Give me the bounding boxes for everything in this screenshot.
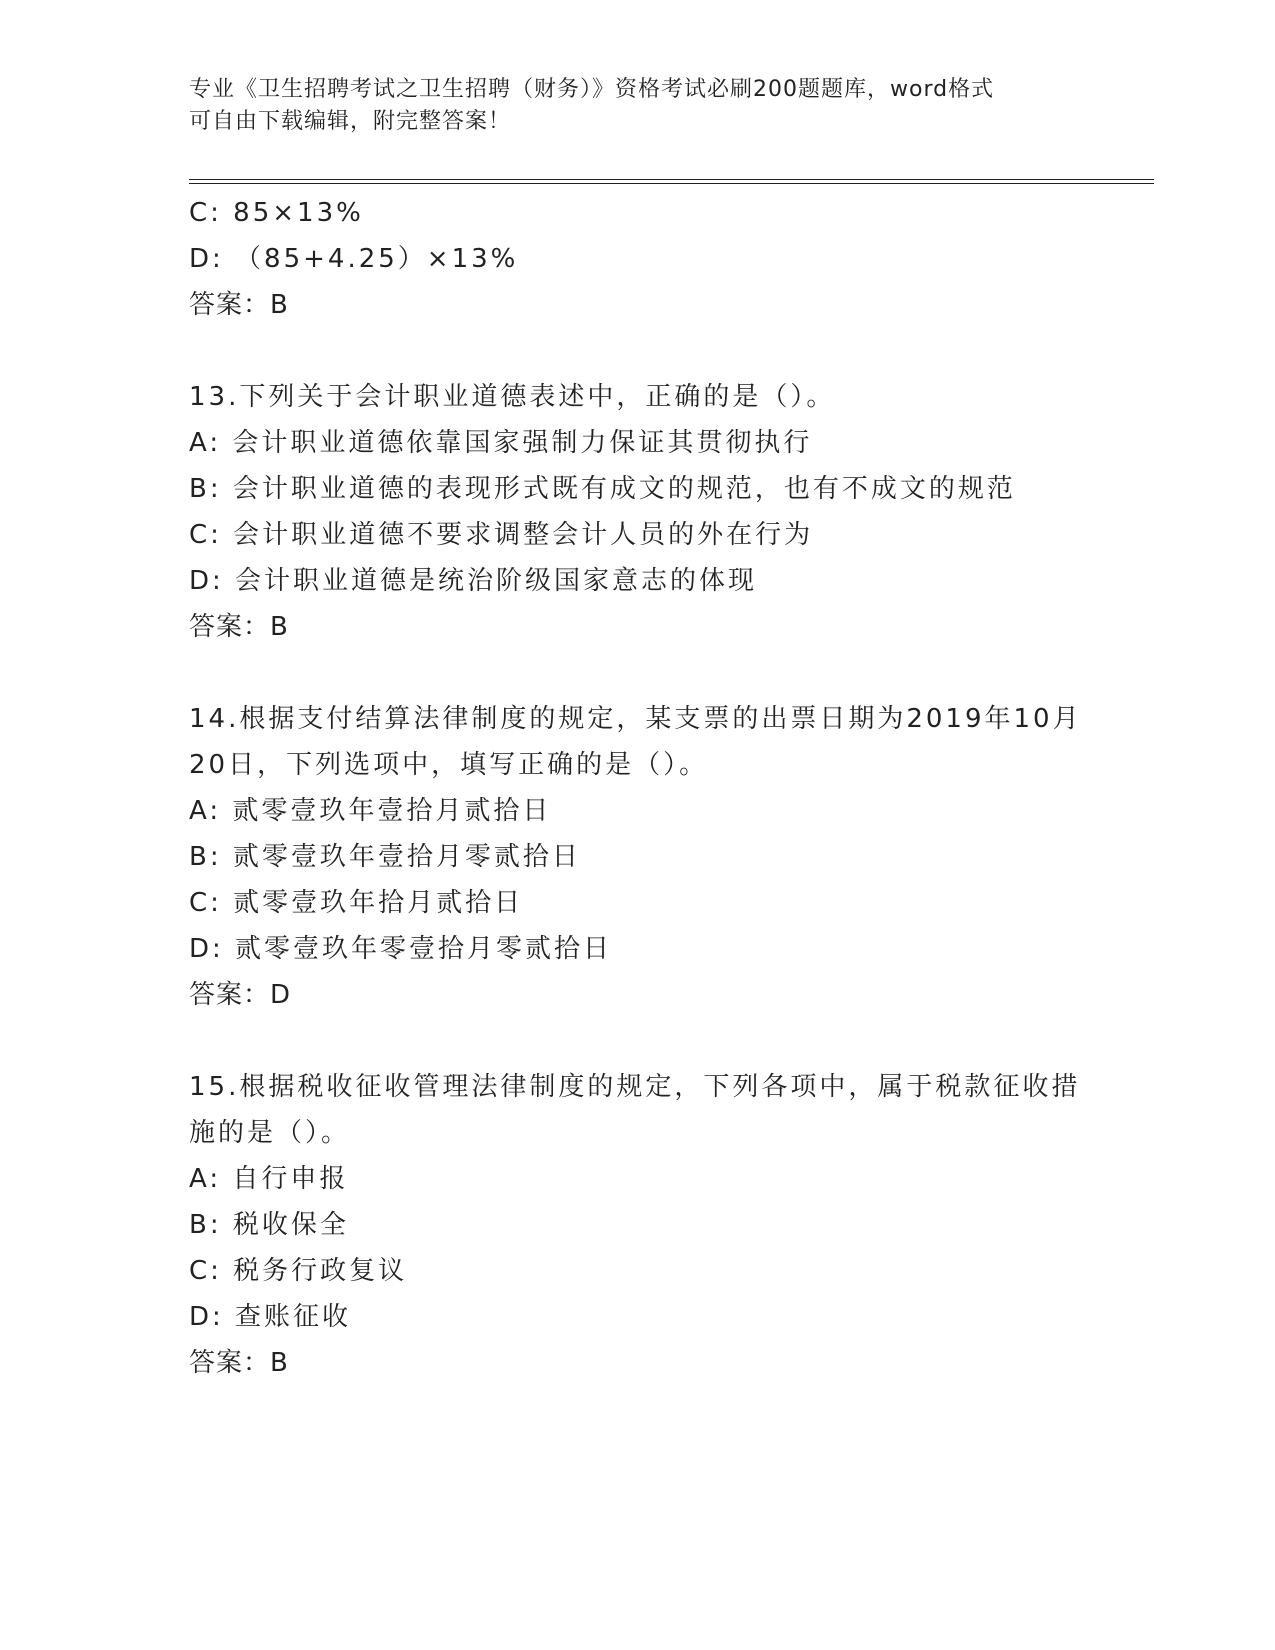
option-c: C: 税务行政复议 <box>189 1256 408 1286</box>
spacer <box>189 650 1089 696</box>
previous-question-tail <box>189 190 1089 328</box>
spacer <box>189 1018 1089 1064</box>
option-a: A: 会计职业道德依靠国家强制力保证其贯彻执行 <box>189 428 813 458</box>
question-stem-line-1: 14.根据支付结算法律制度的规定，某支票的出票日期为2019年10月 <box>189 704 1082 734</box>
option-d: D: 查账征收 <box>189 1302 352 1332</box>
question-stem: 13.下列关于会计职业道德表述中，正确的是（）。 <box>189 382 836 412</box>
answer: 答案：B <box>189 612 289 642</box>
header-line-1: 专业《卫生招聘考试之卫生招聘（财务）》资格考试必刷200题题库，word格式 <box>189 77 995 102</box>
header-divider <box>189 179 1154 184</box>
option-c: C: 贰零壹玖年拾月贰拾日 <box>189 888 524 918</box>
option-b: B: 会计职业道德的表现形式既有成文的规范，也有不成文的规范 <box>189 474 1016 504</box>
option-d: D: 贰零壹玖年零壹拾月零贰拾日 <box>189 934 613 964</box>
option-c: C: 会计职业道德不要求调整会计人员的外在行为 <box>189 520 814 550</box>
question-13 <box>189 374 1089 650</box>
page-header <box>189 74 1069 138</box>
option-a: A: 自行申报 <box>189 1164 349 1194</box>
header-line-2: 可自由下载编辑，附完整答案！ <box>189 109 512 134</box>
spacer <box>189 328 1089 374</box>
answer: 答案：D <box>189 980 292 1010</box>
question-15 <box>189 1064 1089 1386</box>
document-body <box>189 190 1089 1386</box>
option-d: D: （85+4.25）×13% <box>189 244 519 274</box>
question-14 <box>189 696 1089 1018</box>
answer: 答案：B <box>189 290 289 320</box>
option-a: A: 贰零壹玖年壹拾月贰拾日 <box>189 796 552 826</box>
option-d: D: 会计职业道德是统治阶级国家意志的体现 <box>189 566 758 596</box>
option-c: C: 85×13% <box>189 198 364 228</box>
option-b: B: 税收保全 <box>189 1210 349 1240</box>
question-stem-line-2: 施的是（）。 <box>189 1118 351 1148</box>
answer: 答案：B <box>189 1348 289 1378</box>
option-b: B: 贰零壹玖年壹拾月零贰拾日 <box>189 842 581 872</box>
question-stem-line-1: 15.根据税收征收管理法律制度的规定，下列各项中，属于税款征收措 <box>189 1072 1081 1102</box>
question-stem-line-2: 20日，下列选项中，填写正确的是（）。 <box>189 750 709 780</box>
